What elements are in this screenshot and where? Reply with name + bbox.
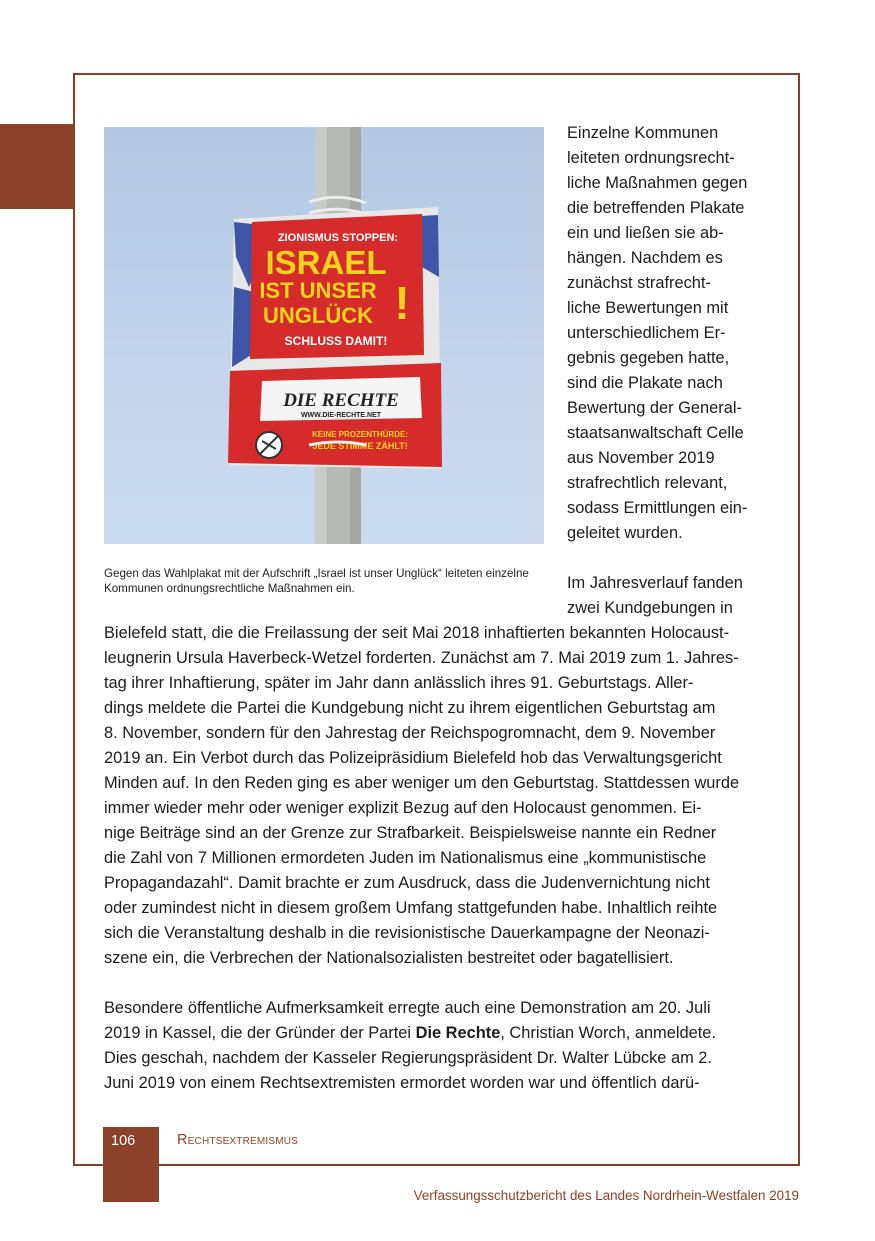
poster-line4: UNGLÜCK bbox=[263, 303, 373, 328]
poster-line1: ZIONISMUS STOPPEN: bbox=[277, 232, 399, 244]
publication-title: Verfassungsschutzbericht des Landes Nordrhein-Westfalen 2019 bbox=[413, 1188, 799, 1203]
text-line: Bewertung der General- bbox=[567, 399, 742, 417]
poster-exclaim: ! bbox=[394, 277, 410, 329]
poster-line2: ISRAEL bbox=[265, 244, 387, 281]
side-column-text bbox=[567, 121, 767, 621]
text-line: sich die Veranstaltung deshalb in die revisionistische Dauerkampagne der Neonazi- bbox=[104, 924, 710, 942]
text-line: unterschiedlichem Er- bbox=[567, 324, 726, 342]
poster-slogan2: JEDE STIMME ZÄHLT! bbox=[312, 441, 408, 451]
poster-line3: IST UNSER bbox=[259, 278, 377, 303]
photo-caption: Gegen das Wahlplakat mit der Aufschrift „Israel ist unser Unglück“ leiteten einzelne Kommunen ordnungsrechtliche Maßnahmen ein. bbox=[104, 567, 529, 595]
text-line: Dies geschah, nachdem der Kasseler Regierungspräsident Dr. Walter Lübcke am 2. bbox=[104, 1049, 712, 1067]
text-line: Propagandazahl“. Damit brachte er zum Ausdruck, dass die Judenvernichtung nicht bbox=[104, 874, 710, 892]
text-line: die betreffenden Plakate bbox=[567, 199, 745, 217]
poster-line5: SCHLUSS DAMIT! bbox=[284, 334, 388, 348]
poster-illustration bbox=[104, 127, 544, 544]
text-line: die Zahl von 7 Millionen ermordeten Juden im Nationalismus eine „kommunistische bbox=[104, 849, 707, 867]
text-line: hängen. Nachdem es bbox=[567, 249, 723, 267]
text-line bbox=[104, 1021, 769, 1046]
text-segment: 2019 in Kassel, die der Gründer der Partei bbox=[104, 1024, 416, 1042]
text-line: ein und ließen sie ab- bbox=[567, 224, 724, 242]
text-line: Einzelne Kommunen bbox=[567, 124, 719, 142]
text-line: Besondere öffentliche Aufmerksamkeit erregte auch eine Demonstration am 20. Juli bbox=[104, 999, 711, 1017]
poster-url: WWW.DIE-RECHTE.NET bbox=[300, 412, 382, 419]
text-line: zwei Kundgebungen in bbox=[567, 599, 733, 617]
text-line: liche Bewertungen mit bbox=[567, 299, 729, 317]
text-line: sodass Ermittlungen ein- bbox=[567, 499, 748, 517]
side-paragraph-2 bbox=[567, 571, 767, 621]
party-name-bold: Die Rechte bbox=[415, 1024, 501, 1042]
text-line: gebnis gegeben hatte, bbox=[567, 349, 730, 367]
text-line: leugnerin Ursula Haverbeck-Wetzel forderten. Zunächst am 7. Mai 2019 zum 1. Jahres- bbox=[104, 649, 739, 667]
text-segment: , Christian Worch, anmeldete. bbox=[500, 1024, 716, 1042]
text-line: leiteten ordnungsrecht- bbox=[567, 149, 735, 167]
side-paragraph-1 bbox=[567, 121, 767, 546]
text-line: staatsanwaltschaft Celle bbox=[567, 424, 744, 442]
body-paragraph-2 bbox=[104, 996, 769, 1096]
text-line: nige Beiträge sind an der Grenze zur Strafbarkeit. Beispielsweise nannte ein Redner bbox=[104, 824, 717, 842]
text-line: Bielefeld statt, die die Freilassung der seit Mai 2018 inhaftierten bekannten Holocaust- bbox=[104, 624, 730, 642]
poster-party: DIE RECHTE bbox=[283, 390, 399, 411]
section-title: Rechtsextremismus bbox=[177, 1132, 299, 1148]
poster-slogan1: KEINE PROZENTHÜRDE: bbox=[311, 430, 409, 439]
text-line: 2019 an. Ein Verbot durch das Polizeipräsidium Bielefeld hob das Verwaltungsgericht bbox=[104, 749, 722, 767]
body-paragraph-1 bbox=[104, 621, 769, 971]
poster-photo bbox=[104, 127, 544, 544]
text-line: Im Jahresverlauf fanden bbox=[567, 574, 743, 592]
text-line: Juni 2019 von einem Rechtsextremisten ermordet worden war und öffentlich darü- bbox=[104, 1074, 700, 1092]
text-line: szene ein, die Verbrechen der Nationalsozialisten bestreitet oder bagatellisiert. bbox=[104, 949, 674, 967]
text-line: liche Maßnahmen gegen bbox=[567, 174, 748, 192]
text-line: aus November 2019 bbox=[567, 449, 715, 467]
text-line: strafrechtlich relevant, bbox=[567, 474, 728, 492]
side-tab-marker bbox=[0, 124, 74, 209]
text-line: sind die Plakate nach bbox=[567, 374, 723, 392]
text-line: 8. November, sondern für den Jahrestag der Reichspogromnacht, dem 9. November bbox=[104, 724, 716, 742]
text-line: oder zumindest nicht in diesem großem Umfang stattgefunden habe. Inhaltlich reihte bbox=[104, 899, 718, 917]
page-number: 106 bbox=[111, 1133, 136, 1149]
text-line: geleitet wurden. bbox=[567, 524, 683, 542]
text-line: zunächst strafrecht- bbox=[567, 274, 711, 292]
text-line: tag ihrer Inhaftierung, später im Jahr dann anlässlich ihres 91. Geburtstags. Aller- bbox=[104, 674, 694, 692]
text-line: dings meldete die Partei die Kundgebung nicht zu ihrem eigentlichen Geburtstag am bbox=[104, 699, 716, 717]
text-line: Minden auf. In den Reden ging es aber weniger um den Geburtstag. Stattdessen wurde bbox=[104, 774, 740, 792]
text-line: immer wieder mehr oder weniger explizit Bezug auf den Holocaust genommen. Ei- bbox=[104, 799, 702, 817]
